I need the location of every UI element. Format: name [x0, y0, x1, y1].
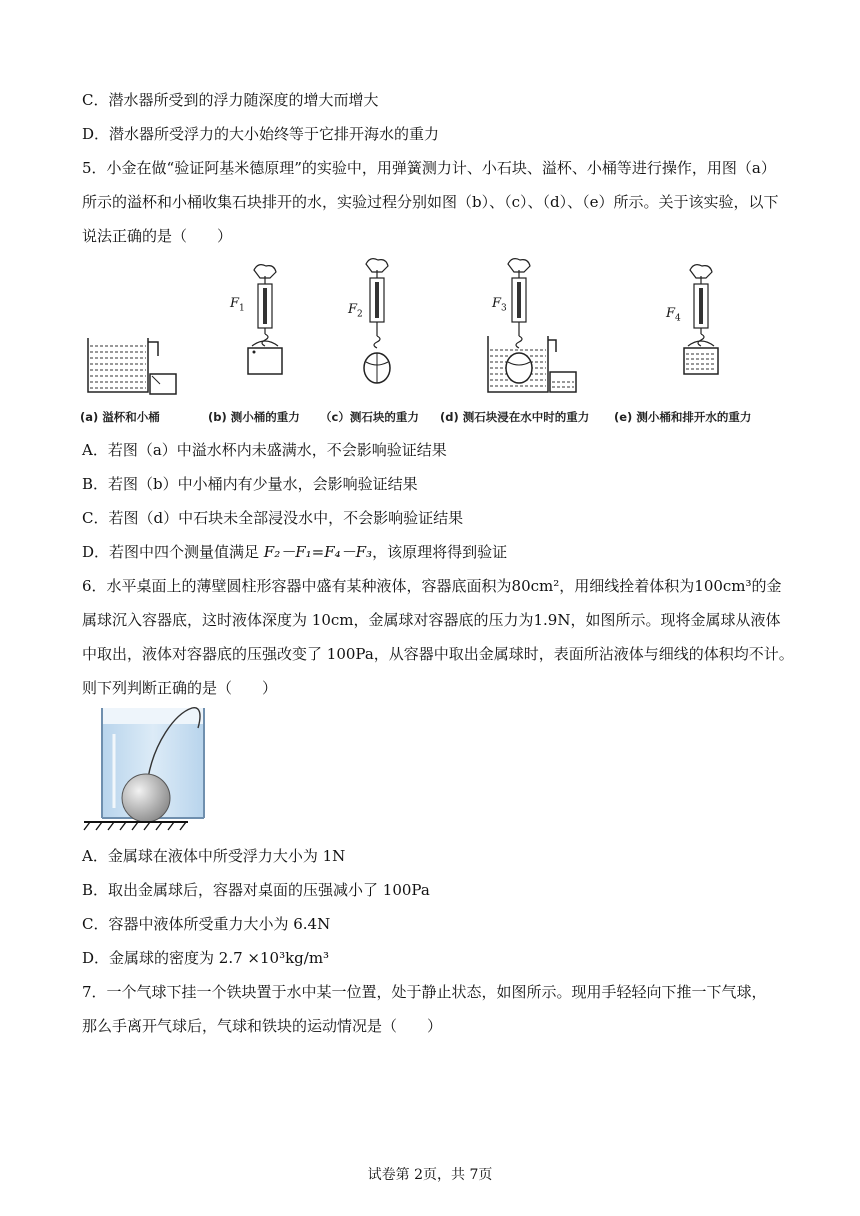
option-d-q5-formula: F₂－F₁=F₄－F₃: [263, 543, 373, 561]
question-5-line-3: 说法正确的是（ ）: [82, 227, 233, 245]
label-f4: $F_4$: [666, 306, 681, 324]
option-c-q4: C．潜水器所受到的浮力随深度的增大而增大: [82, 91, 379, 109]
caption-a: (a) 溢杯和小桶: [80, 410, 160, 424]
question-5-line-2: 所示的溢杯和小桶收集石块排开的水，实验过程分别如图（b）、（c）、（d）、（e）所示。关于该实验，以下: [82, 193, 779, 211]
option-c-q5: C．若图（d）中石块未全部浸没水中，不会影响验证结果: [82, 509, 464, 527]
question-7-line-2: 那么手离开气球后，气球和铁块的运动情况是（ ）: [82, 1017, 443, 1035]
option-d-q5: [82, 542, 507, 562]
option-a-q6: A．金属球在液体中所受浮力大小为 1N: [82, 847, 346, 865]
caption-c: （c）测石块的重力: [320, 410, 419, 424]
label-f1: $F_1$: [230, 296, 245, 314]
label-f3: $F_3$: [492, 296, 507, 314]
caption-e: (e) 测小桶和排开水的重力: [614, 410, 752, 424]
page-footer: 试卷第 2页，共 7页: [367, 1167, 493, 1183]
question-6-line-4: 则下列判断正确的是（ ）: [82, 679, 278, 697]
container-metal-ball-diagram: [84, 704, 214, 832]
question-7-line-1: 7．一个气球下挂一个铁块置于水中某一位置，处于静止状态，如图所示。现用手轻轻向下推一下气球，: [82, 983, 767, 1001]
stone-in-water-diagram: [484, 256, 594, 396]
option-d-q5-suffix: ，该原理将得到验证: [372, 543, 508, 561]
option-c-q6: C．容器中液体所受重力大小为 6.4N: [82, 915, 331, 933]
option-d-q5-prefix: D．若图中四个测量值满足: [82, 543, 264, 561]
overflow-cup-and-bucket-diagram: [82, 330, 192, 400]
option-a-q5: A．若图（a）中溢水杯内未盛满水，不会影响验证结果: [82, 441, 447, 459]
spring-scale-stone-diagram: [352, 256, 402, 386]
question-6-line-1: 6．水平桌面上的薄壁圆柱形容器中盛有某种液体，容器底面积为80cm²，用细线拴着体积为100cm³的金: [82, 577, 782, 595]
caption-d: (d) 测石块浸在水中时的重力: [440, 410, 590, 424]
spring-scale-bucket-water-diagram: [676, 262, 726, 380]
option-d-q6: D．金属球的密度为 2.7 ×10³kg/m³: [82, 949, 330, 967]
question-6-line-3: 中取出，液体对容器底的压强改变了 100Pa，从容器中取出金属球时，表面所沾液体与细线的体积均不计。: [82, 645, 794, 663]
option-d-q4: D．潜水器所受浮力的大小始终等于它排开海水的重力: [82, 125, 440, 143]
option-b-q6: B．取出金属球后，容器对桌面的压强减小了 100Pa: [82, 881, 430, 899]
question-6-line-2: 属球沉入容器底，这时液体深度为 10cm，金属球对容器底的压力为1.9N，如图所示。现将金属球从液体: [82, 611, 781, 629]
caption-b: (b) 测小桶的重力: [208, 410, 300, 424]
question-5-line-1: 5．小金在做“验证阿基米德原理”的实验中，用弹簧测力计、小石块、溢杯、小桶等进行操作，用图（a）: [82, 159, 776, 177]
label-f2: $F_2$: [348, 302, 363, 320]
option-b-q5: B．若图（b）中小桶内有少量水，会影响验证结果: [82, 475, 418, 493]
spring-scale-bucket-diagram: [240, 262, 290, 380]
